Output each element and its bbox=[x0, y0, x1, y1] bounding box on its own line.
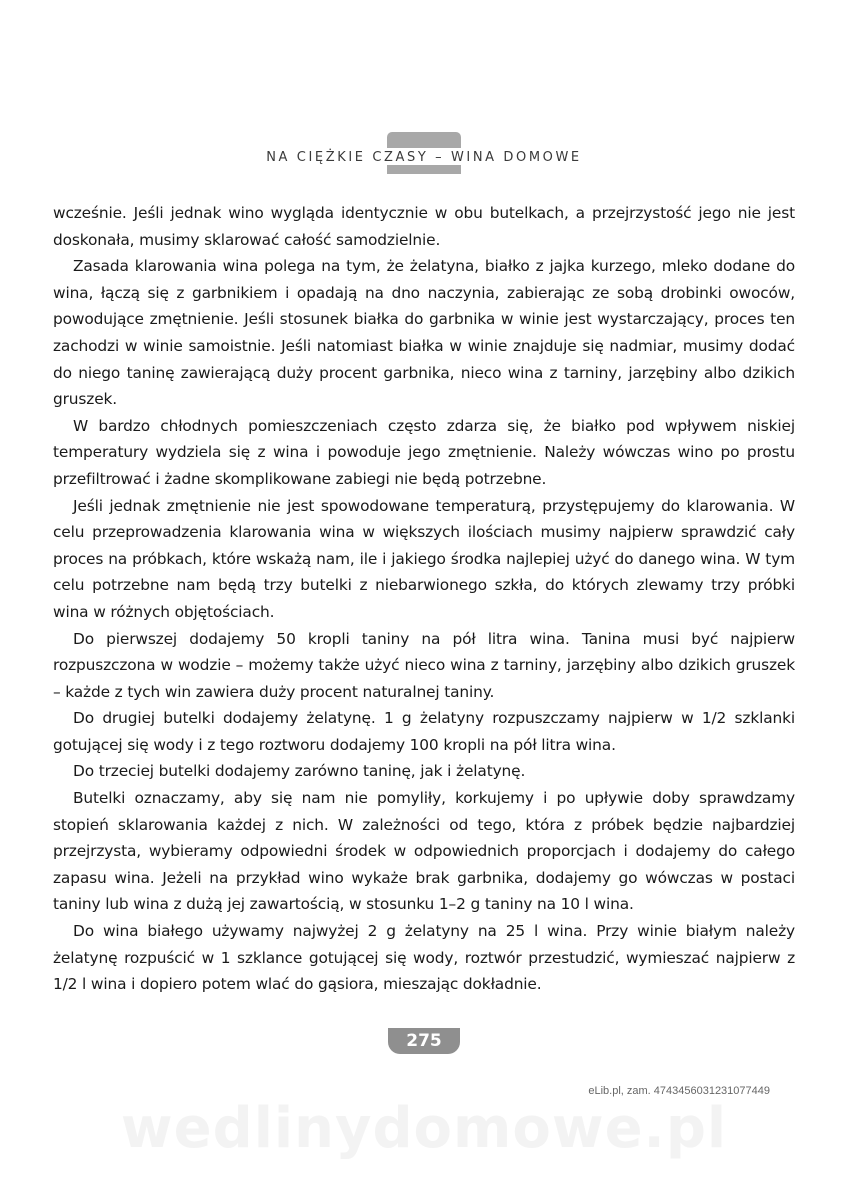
paragraph-1: wcześnie. Jeśli jednak wino wygląda identycznie w obu butelkach, a przejrzystość jego nie jest doskonała, musimy sklarować całość samodzielnie. bbox=[53, 204, 795, 249]
paragraph-5: Do pierwszej dodajemy 50 kropli taniny na pół litra wina. Tanina musi być najpierw rozpuszczona w wodzie – możemy także użyć nieco wina z tarniny, jarzębiny albo dzikich gruszek – każde z tych win zawiera duży procent naturalnej taniny. bbox=[53, 629, 795, 701]
paragraph-7: Do trzeciej butelki dodajemy zarówno taninę, jak i żelatynę. bbox=[73, 762, 526, 781]
page-number: 275 bbox=[388, 1028, 460, 1054]
paragraph-4: Jeśli jednak zmętnienie nie jest spowodowane temperaturą, przystępujemy do klarowania. W celu przeprowadzenia klarowania wina w większych ilościach musimy najpierw sprawdzić cały proces na próbkach, które wskażą nam, ile i jakiego środka najlepiej użyć do danego wina. W tym celu potrzebne nam będą trzy butelki z niebarwionego szkła, do których zlewamy trzy próbki wina w różnych objętościach. bbox=[53, 496, 795, 621]
paragraph-2: Zasada klarowania wina polega na tym, że żelatyna, białko z jajka kurzego, mleko dodane do wina, łączą się z garbnikiem i opadają na dno naczynia, zabierając ze sobą drobinki owoców, powodujące zmętnienie. Jeśli stosunek białka do garbnika w winie jest wystarczający, proces ten zachodzi w winie samoistnie. Jeśli natomiast białka w winie znajduje się nadmiar, musimy dodać do niego taninę zawierającą duży procent garbnika, nieco wina z tarniny, jarzębiny albo dzikich gruszek. bbox=[53, 257, 795, 409]
body-text bbox=[53, 200, 795, 998]
watermark: wedlinydomowe.pl bbox=[120, 1096, 728, 1161]
paragraph-6: Do drugiej butelki dodajemy żelatynę. 1 g żelatyny rozpuszczamy najpierw w 1/2 szklanki gotującej się wody i z tego roztworu dodajemy 100 kropli na pół litra wina. bbox=[53, 709, 795, 754]
elib-order-note: eLib.pl, zam. 4743456031231077449 bbox=[588, 1085, 770, 1097]
paragraph-3: W bardzo chłodnych pomieszczeniach często zdarza się, że białko pod wpływem niskiej temperatury wydziela się z wina i powoduje jego zmętnienie. Należy wówczas wino po prostu przefiltrować i żadne skomplikowane zabiegi nie będą potrzebne. bbox=[53, 416, 795, 488]
running-head-text: NA CIĘŻKIE CZASY – WINA DOMOWE bbox=[258, 148, 590, 165]
running-head bbox=[0, 150, 848, 165]
paragraph-8: Butelki oznaczamy, aby się nam nie pomyliły, korkujemy i po upływie doby sprawdzamy stopień sklarowania każdej z nich. W zależności od tego, która z próbek będzie najbardziej przejrzysta, wybieramy odpowiedni środek w odpowiednich proporcjach i dodajemy do całego zapasu wina. Jeżeli na przykład wino wykaże brak garbnika, dodajemy go wówczas w postaci taniny lub wina z dużą jej zawartością, w stosunku 1–2 g taniny na 10 l wina. bbox=[53, 789, 795, 914]
paragraph-9: Do wina białego używamy najwyżej 2 g żelatyny na 25 l wina. Przy winie białym należy żelatynę rozpuścić w 1 szklance gotującej się wody, roztwór przestudzić, wymieszać najpierw z 1/2 l wina i dopiero potem wlać do gąsiora, mieszając dokładnie. bbox=[53, 922, 795, 994]
